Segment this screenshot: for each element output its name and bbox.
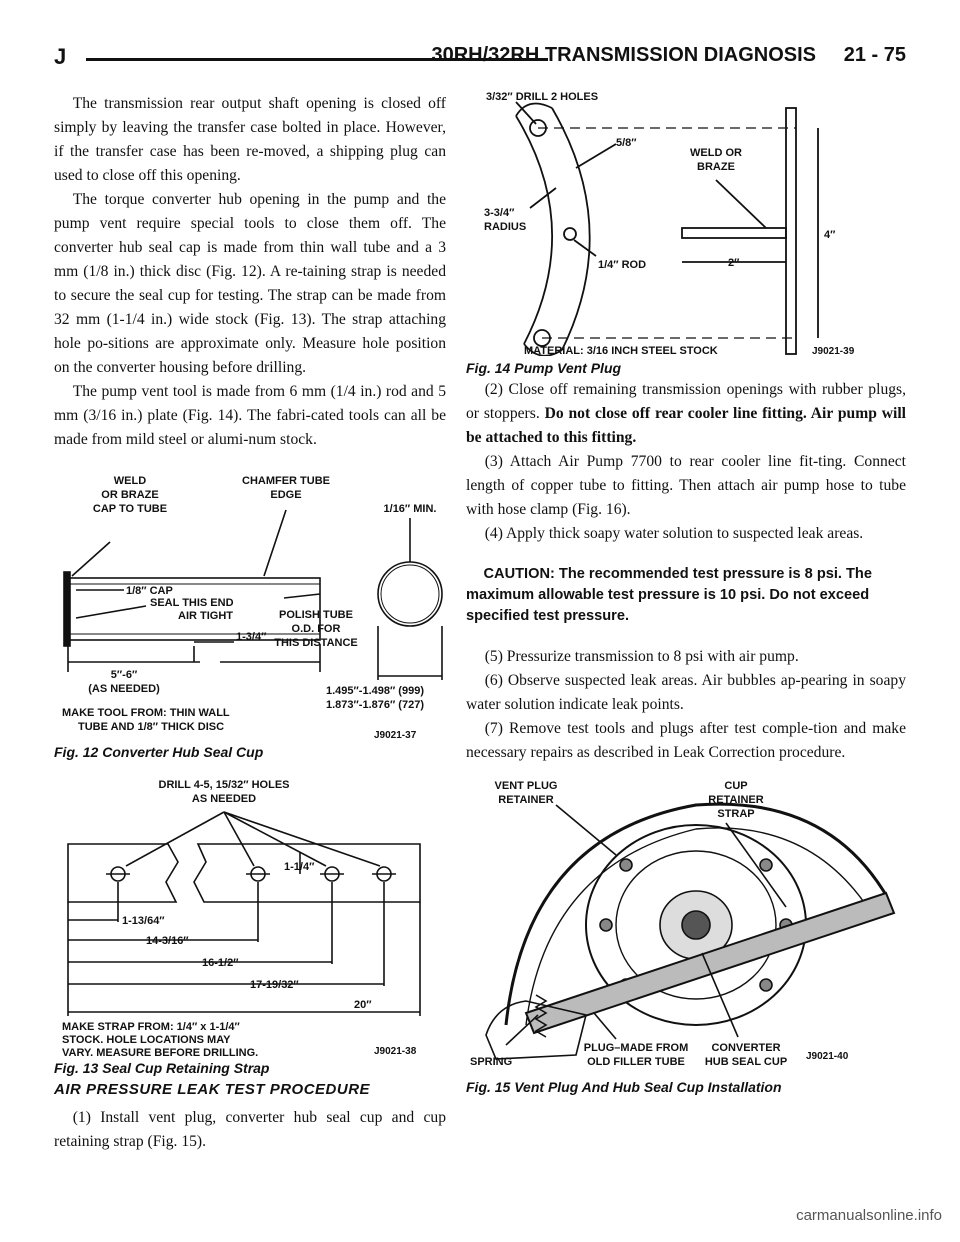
label-dim: 4″	[824, 229, 836, 241]
paragraph-text: (2) Close off remaining transmission openings with rubber plugs, or stoppers.	[466, 381, 906, 422]
paragraph: (4) Apply thick soapy water solution to suspected leak areas.	[484, 525, 864, 542]
label-make: MAKE STRAP FROM: 1/4″ x 1-1/4″	[62, 1021, 240, 1033]
label-dim: 1-13/64″	[122, 915, 165, 927]
section-title: AIR PRESSURE LEAK TEST PROCEDURE	[54, 1081, 371, 1098]
paragraph: (6) Observe suspected leak areas. Air bubbles ap-pearing in soapy water solution indicate leak points.	[466, 672, 906, 713]
figure-code: J9021-40	[806, 1051, 849, 1062]
label-chamfer: CHAMFER TUBE	[242, 475, 330, 487]
header-title: 30RH/32RH TRANSMISSION DIAGNOSIS	[431, 44, 816, 66]
label-cap: 1/8″ CAP	[126, 585, 173, 597]
figure-caption: Fig. 14 Pump Vent Plug	[466, 360, 622, 376]
figure-code: J9021-39	[812, 346, 855, 356]
label-diameter: 1.495″-1.498″ (999)	[326, 685, 424, 697]
label-converter-cup: HUB SEAL CUP	[704, 1056, 788, 1068]
label-cup-strap: STRAP	[717, 808, 755, 820]
figure-caption: Fig. 15 Vent Plug And Hub Seal Cup Installation	[466, 1079, 782, 1095]
paragraph: (3) Attach Air Pump 7700 to rear cooler line fit-ting. Connect length of copper tube to fitting. Then attach air pump hose to tube with hose clamp (Fig. 16).	[466, 453, 906, 518]
label-cup-strap: RETAINER	[708, 794, 764, 806]
page-header	[54, 40, 906, 74]
label-spring: SPRING	[470, 1056, 513, 1068]
seal-cup-retaining-strap-diagram	[54, 772, 446, 1058]
label-polish: THIS DISTANCE	[274, 637, 358, 649]
label-seal: AIR TIGHT	[178, 610, 233, 622]
label-radius: 3-3/4″	[484, 207, 515, 219]
label-material: MATERIAL: 3/16 INCH STEEL STOCK	[524, 345, 718, 356]
label-dim: 14-3/16″	[146, 935, 189, 947]
paragraph: (1) Install vent plug, converter hub seal cup and cup retaining strap (Fig. 15).	[54, 1109, 446, 1150]
label-vent-plug: VENT PLUG	[494, 780, 558, 792]
page-number: 21 - 75	[843, 44, 906, 66]
pump-vent-plug-diagram	[466, 88, 906, 356]
label-dim: 17-19/32″	[250, 979, 299, 991]
label-converter-cup: CONVERTER	[711, 1042, 781, 1054]
label-radius: RADIUS	[484, 221, 527, 233]
label-drill: AS NEEDED	[191, 793, 257, 805]
paragraph: The torque converter hub opening in the pump and the pump vent require special tools to close them off. The converter hub seal cap is made from thin wall tube and a 3 mm (1/8 in.) thick disc (Fig. 12). A re-taining strap is needed to secure the seal cup for testing. The strap can be made from 32 mm (1-1/4 in.) wide stock (Fig. 13). The strap attaching hole po-sitions are approximate only. Measure hole position on the converter housing before drilling.	[54, 191, 446, 376]
figure-code: J9021-38	[374, 1046, 417, 1057]
caution-note: CAUTION: The recommended test pressure is 8 psi. The maximum allowable test pressure is 10 psi. Do not exceed specified test pressure.	[466, 566, 872, 624]
left-column	[54, 92, 446, 1154]
vent-plug-hub-seal-cup-installation-illustration	[466, 775, 906, 1071]
figure-caption: Fig. 13 Seal Cup Retaining Strap	[54, 1060, 270, 1076]
right-column	[466, 92, 906, 1107]
label-rod: 1/4″ ROD	[598, 259, 647, 271]
paragraph: (5) Pressurize transmission to 8 psi with air pump.	[484, 648, 799, 665]
label-dim: 20″	[354, 999, 372, 1011]
figure-code: J9021-37	[374, 730, 417, 741]
label-length: 5″-6″	[110, 669, 138, 681]
label-length: (AS NEEDED)	[88, 683, 160, 695]
label-chamfer: EDGE	[270, 489, 302, 501]
figure-caption: Fig. 12 Converter Hub Seal Cup	[54, 744, 264, 760]
label-dim: 16-1/2″	[202, 957, 239, 969]
label-polish: O.D. FOR	[291, 623, 341, 635]
label-seal: SEAL THIS END	[150, 597, 234, 609]
label-diameter: 1.873″-1.876″ (727)	[326, 699, 424, 711]
paragraph	[466, 378, 906, 450]
label-weld: WELD OR	[690, 147, 742, 159]
label-polish: POLISH TUBE	[279, 609, 353, 621]
label-plug: PLUG–MADE FROM	[583, 1042, 689, 1054]
label-make: STOCK. HOLE LOCATIONS MAY	[62, 1034, 231, 1046]
label-dim: 1-1/4″	[284, 861, 315, 873]
label-cup-strap: CUP	[724, 780, 748, 792]
figure-14	[466, 88, 906, 378]
watermark: carmanualsonline.info	[796, 1207, 942, 1224]
figure-15	[466, 775, 906, 1097]
label-plug: OLD FILLER TUBE	[587, 1056, 685, 1068]
paragraph: The pump vent tool is made from 6 mm (1/4 in.) rod and 5 mm (3/16 in.) plate (Fig. 14). The fabri-cated tools can all be made from mild steel or alumi-num stock.	[54, 383, 446, 448]
figure-13	[54, 772, 446, 1078]
paragraph: The transmission rear output shaft opening is closed off simply by leaving the transfer case bolted in place. However, if the transfer case has been re-moved, a shipping plug can used to close off this opening.	[54, 95, 446, 184]
label-drill: 3/32″ DRILL 2 HOLES	[486, 91, 599, 103]
label-drill: DRILL 4-5, 15/32″ HOLES	[158, 779, 290, 791]
label-min: 1/16″ MIN.	[383, 503, 437, 515]
label-weld: CAP TO TUBE	[92, 503, 168, 515]
label-dim: 2″	[728, 257, 740, 269]
label-make: TUBE AND 1/8″ THICK DISC	[78, 721, 225, 733]
label-weld: WELD	[113, 475, 147, 487]
label-short-length: 1-3/4″	[236, 631, 267, 643]
label-make: VARY. MEASURE BEFORE DRILLING.	[62, 1047, 259, 1058]
figure-12	[54, 466, 446, 762]
label-make: MAKE TOOL FROM: THIN WALL	[62, 707, 230, 719]
header-letter: J	[54, 44, 67, 69]
warning-text: Do not close off rear cooler line fitting. Air pump will be attached to this fitting.	[466, 405, 906, 446]
paragraph: (7) Remove test tools and plugs after test comple-tion and make necessary repairs as described in Leak Correction procedure.	[466, 720, 906, 761]
label-weld: OR BRAZE	[101, 489, 159, 501]
label-width: 5/8″	[616, 137, 637, 149]
label-weld: BRAZE	[697, 161, 735, 173]
label-vent-plug: RETAINER	[498, 794, 554, 806]
